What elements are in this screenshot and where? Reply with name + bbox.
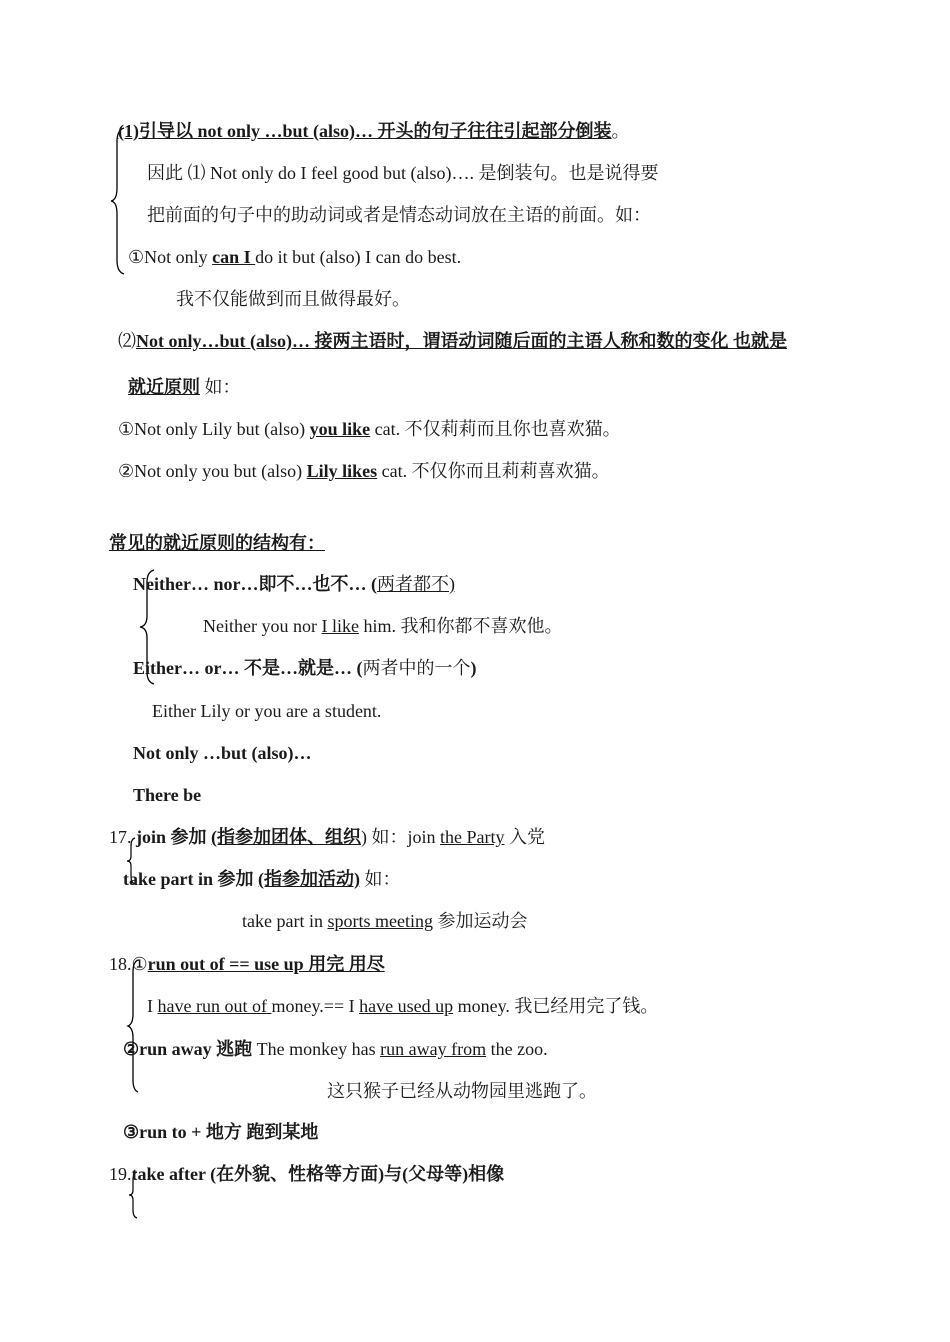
s2-neither-meaning: 两者都不) [376,574,455,594]
s1-heading-2 [118,330,787,352]
item17-join-note: (指参加团体、组织 [211,827,362,847]
item17-line-b [123,868,401,890]
item17-num: 17. [109,827,132,847]
brace-section-1 [108,126,128,276]
s1-example-1 [128,246,461,268]
s1-example-3-part3: cat. 不仅你而且莉莉喜欢猫。 [377,461,610,481]
s2-neither-line [133,573,455,595]
item18-example-part5: money. 我已经用完了钱。 [453,996,659,1016]
s1-heading-part3: 开头的句子往往引起部分倒装 [377,121,612,141]
item18-line-e [123,1121,318,1143]
s2-neither-example-part3: him. 我和你都不喜欢他。 [358,616,563,636]
item18-example-part1: I [147,996,158,1016]
s2-either-close: ) [470,658,477,678]
s2-there-be-text: There be [133,785,202,805]
item19-line-a [109,1163,504,1185]
s1-example-2 [118,418,621,440]
s1-example-2-part3: cat. 不仅莉莉而且你也喜欢猫。 [370,419,621,439]
item17-line-a [109,826,545,848]
s1-example-3 [118,460,610,482]
s2-there-be [133,784,201,806]
s1-example-2-part1: ①Not only Lily but (also) [118,419,310,439]
item18-example-part2: have run out of [157,996,272,1016]
s2-either-example: Either Lily or you are a student. [152,701,382,721]
s2-heading-text: 常见的就近原则的结构有： [109,533,325,553]
item18-runout-label: run out of == use up 用完 用尽 [147,954,385,974]
s1-example-3-part2: Lily likes [306,461,378,481]
s2-heading [109,532,325,554]
s2-either-line [133,657,476,679]
s1-heading-2-cont [128,376,241,398]
item17-takepart-ru: 如： [360,869,401,889]
s2-either-label: Either… or… 不是…就是… ( [133,658,363,678]
item18-line-b [147,995,658,1017]
item17-takepart-note: (指参加活动) [258,869,360,889]
item19-num: 19. [109,1164,132,1184]
item17-example-part1: take part in [242,911,328,931]
s1-heading-part2: not only …but (also)… [197,121,378,141]
s1-num: (1) [118,121,139,141]
s1-example-2-part2: you like [309,419,371,439]
item17-line-c [242,910,527,932]
item18-runaway-part2: run away from [380,1039,487,1059]
s1-line-b: 因此 ⑴ Not only do I feel good but (also)…. 是倒装句。也是说得要 [147,163,659,183]
item17-join-example: the Party [440,827,505,847]
s2-either-meaning: 两者中的一个 [362,658,471,678]
item17-join-label: join 参加 [136,827,212,847]
item18-num: 18. [109,954,132,974]
s2-neither-label: Neither… nor…即不…也不… ( [133,574,377,594]
item17-example-part3: 参加运动会 [432,911,528,931]
s2-neither-example-part2: I like [321,616,359,636]
s1-rule-ru: 如： [200,377,241,397]
s2-neither-example-part1: Neither you nor [203,616,322,636]
s1-heading-end: 。 [611,121,630,141]
s1-line-c: 把前面的句子中的助动词或者是情态动词放在主语的前面。如： [147,205,651,225]
s1-example-1-part1: ①Not only [128,247,213,267]
item17-join-translation: 入党 [504,827,546,847]
s1-example-1-part2: can I [212,247,256,267]
item17-takepart-label: take part in 参加 [123,869,258,889]
s1-heading-2-num: ⑵ [118,331,136,351]
item17-join-ru: ) 如：join [361,827,441,847]
item18-runaway-label: ②run away 逃跑 [123,1039,253,1059]
s1-example-3-part1: ②Not only you but (also) [118,461,307,481]
item19-takeafter-label: take after (在外貌、性格等方面)与(父母等)相像 [131,1164,505,1184]
item18-line-d: 这只猴子已经从动物园里逃跑了。 [327,1081,597,1101]
item18-line-a [109,953,385,975]
item18-runto-label: ③run to + 地方 跑到某地 [123,1122,319,1142]
s2-not-only [133,742,312,764]
item18-circle-1: ① [131,954,148,974]
item18-line-c [123,1038,548,1060]
item18-example-part3: money.== I [271,996,360,1016]
item18-example-part4: have used up [359,996,454,1016]
s2-neither-example [203,615,562,637]
s1-heading [118,120,630,142]
s1-rule-name: 就近原则 [128,377,200,397]
s1-heading-2-text: Not only…but (also)… 接两主语时，谓语动词随后面的主语人称和数的变化 也就是 [136,331,788,351]
item18-runaway-part1: The monkey has [252,1039,381,1059]
item18-runaway-part3: the zoo. [486,1039,548,1059]
s1-heading-part1: 引导以 [139,121,198,141]
s1-example-1-part3: do it but (also) I can do best. [255,247,462,267]
s1-example-1-translation: 我不仅能做到而且做得最好。 [176,289,410,309]
s2-not-only-text: Not only …but (also)… [133,743,312,763]
item17-example-part2: sports meeting [327,911,433,931]
brace-item-18 [126,958,142,1094]
